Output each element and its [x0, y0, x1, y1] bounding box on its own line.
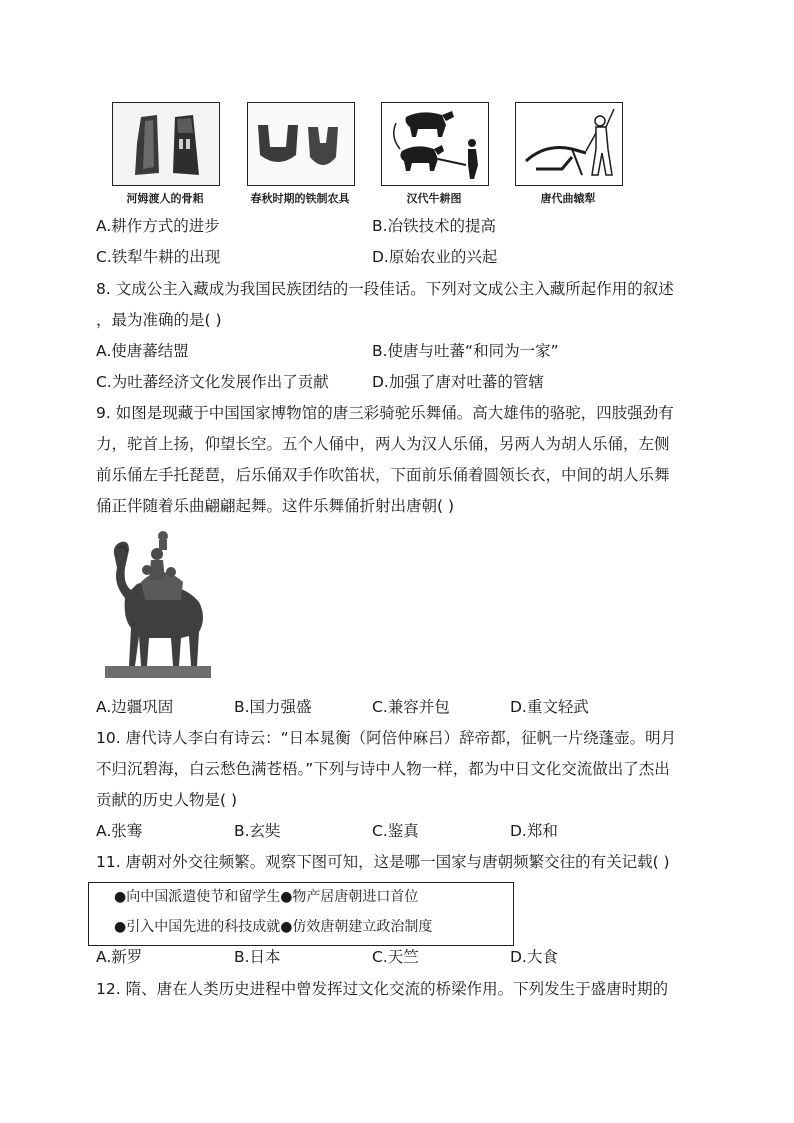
question-8-line: 8. 文成公主入藏成为我国民族团结的一段佳话。下列对文成公主入藏所起作用的叙述	[96, 280, 674, 298]
question-8-line: ，最为准确的是( )	[96, 311, 222, 329]
option-c: C.铁犁牛耕的出现	[96, 248, 221, 266]
question-9-line: 俑正伴随着乐曲翩翩起舞。这件乐舞俑折射出唐朝( )	[96, 497, 455, 515]
option-b: B.国力强盛	[234, 698, 312, 716]
option-a: A.耕作方式的进步	[96, 217, 220, 235]
option-d: D.重文轻武	[510, 698, 589, 716]
option-d: D.大食	[510, 948, 558, 966]
option-b: B.冶铁技术的提高	[372, 217, 497, 235]
option-b: B.使唐与吐蕃“和同为一家”	[372, 342, 559, 360]
record-box-line: ●引入中国先进的科技成就●仿效唐朝建立政治制度	[114, 919, 433, 935]
image-caption: 唐代曲辕犁	[540, 192, 596, 205]
iron-tools-image	[247, 102, 355, 186]
option-b: B.日本	[234, 948, 281, 966]
question-11-line: 11. 唐朝对外交往频繁。观察下图可知，这是哪一国家与唐朝频繁交往的有关记载( )	[96, 853, 670, 871]
question-10-line: 10. 唐代诗人李白有诗云：“日本晁衡（阿倍仲麻吕）辞帝都，征帆一片绕蓬壶。明月	[96, 729, 677, 747]
option-d: D.郑和	[510, 822, 558, 840]
question-9-line: 前乐俑左手托琵琶，后乐俑双手作吹笛状，下面前乐俑着圆领长衣，中间的胡人乐舞	[96, 466, 670, 484]
question-12-line: 12. 隋、唐在人类历史进程中曾发挥过文化交流的桥梁作用。下列发生于盛唐时期的	[96, 980, 669, 998]
question-9-line: 9. 如图是现藏于中国国家博物馆的唐三彩骑驼乐舞俑。高大雄伟的骆驼，四肢强劲有	[96, 404, 674, 422]
image-caption: 春秋时期的铁制农具	[250, 192, 350, 205]
camel-figurine-image	[101, 528, 213, 680]
option-c: C.鉴真	[372, 822, 419, 840]
ox-plowing-image	[381, 102, 489, 186]
option-a: A.张骞	[96, 822, 143, 840]
image-caption: 汉代牛耕图	[406, 192, 462, 205]
question-10-line: 贡献的历史人物是( )	[96, 791, 238, 809]
image-caption: 河姆渡人的骨耜	[126, 192, 204, 205]
curved-plow-image	[515, 102, 623, 186]
record-box-line: ●向中国派遣使节和留学生●物产居唐朝进口首位	[114, 889, 419, 905]
option-c: C.兼容并包	[372, 698, 450, 716]
question-9-line: 力，驼首上扬，仰望长空。五个人俑中，两人为汉人乐俑，另两人为胡人乐俑，左侧	[96, 435, 670, 453]
option-a: A.新罗	[96, 948, 143, 966]
option-a: A.使唐蕃结盟	[96, 342, 189, 360]
option-d: D.原始农业的兴起	[372, 248, 498, 266]
option-d: D.加强了唐对吐蕃的管辖	[372, 373, 544, 391]
option-a: A.边疆巩固	[96, 698, 174, 716]
option-c: C.天竺	[372, 948, 419, 966]
question-10-line: 不归沉碧海，白云愁色满苍梧。”下列与诗中人物一样，都为中日文化交流做出了杰出	[96, 760, 670, 778]
option-b: B.玄奘	[234, 822, 281, 840]
option-c: C.为吐蕃经济文化发展作出了贡献	[96, 373, 329, 391]
bone-spade-image	[112, 102, 220, 186]
